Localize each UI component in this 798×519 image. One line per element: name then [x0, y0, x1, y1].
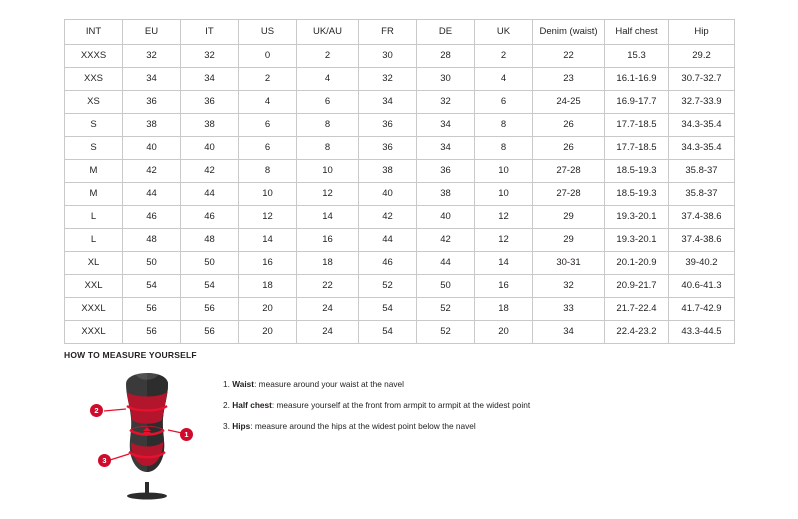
cell-uk-au: 12: [297, 183, 359, 206]
cell-denim-waist: 26: [533, 137, 605, 160]
cell-fr: 34: [359, 91, 417, 114]
cell-int: XXXS: [65, 45, 123, 68]
cell-it: 36: [181, 91, 239, 114]
cell-hip: 43.3-44.5: [669, 321, 735, 344]
cell-uk: 16: [475, 275, 533, 298]
measure-steps-list: [223, 370, 530, 443]
how-to-measure-title: HOW TO MEASURE YOURSELF: [64, 350, 197, 360]
cell-eu: 54: [123, 275, 181, 298]
marker-3: 3: [98, 454, 111, 467]
cell-eu: 40: [123, 137, 181, 160]
column-header-fr: FR: [359, 20, 417, 45]
cell-it: 40: [181, 137, 239, 160]
cell-int: XL: [65, 252, 123, 275]
cell-half-chest: 18.5-19.3: [605, 183, 669, 206]
cell-fr: 30: [359, 45, 417, 68]
table-row: [65, 321, 735, 344]
table-row: [65, 206, 735, 229]
column-header-de: DE: [417, 20, 475, 45]
table-body: [65, 45, 735, 344]
cell-uk: 4: [475, 68, 533, 91]
cell-hip: 34.3-35.4: [669, 114, 735, 137]
cell-de: 40: [417, 206, 475, 229]
table-row: [65, 252, 735, 275]
cell-de: 28: [417, 45, 475, 68]
cell-fr: 46: [359, 252, 417, 275]
step-text: : measure yourself at the front from armpit to armpit at the widest point: [271, 399, 531, 410]
cell-eu: 38: [123, 114, 181, 137]
cell-de: 38: [417, 183, 475, 206]
cell-int: S: [65, 137, 123, 160]
cell-de: 34: [417, 114, 475, 137]
cell-int: XXXL: [65, 298, 123, 321]
cell-us: 20: [239, 298, 297, 321]
cell-fr: 52: [359, 275, 417, 298]
cell-denim-waist: 32: [533, 275, 605, 298]
mannequin-figure: [90, 370, 205, 500]
cell-half-chest: 20.1-20.9: [605, 252, 669, 275]
how-to-measure-body: [64, 370, 744, 500]
cell-uk-au: 8: [297, 114, 359, 137]
cell-eu: 34: [123, 68, 181, 91]
cell-it: 38: [181, 114, 239, 137]
cell-uk-au: 8: [297, 137, 359, 160]
column-header-us: US: [239, 20, 297, 45]
cell-uk: 2: [475, 45, 533, 68]
cell-uk-au: 6: [297, 91, 359, 114]
cell-denim-waist: 30-31: [533, 252, 605, 275]
cell-uk-au: 10: [297, 160, 359, 183]
cell-it: 34: [181, 68, 239, 91]
cell-hip: 29.2: [669, 45, 735, 68]
cell-int: S: [65, 114, 123, 137]
cell-uk: 8: [475, 137, 533, 160]
column-header-hip: Hip: [669, 20, 735, 45]
cell-uk: 12: [475, 229, 533, 252]
cell-fr: 36: [359, 114, 417, 137]
table-row: [65, 91, 735, 114]
cell-de: 32: [417, 91, 475, 114]
cell-it: 54: [181, 275, 239, 298]
column-header-uk: UK: [475, 20, 533, 45]
cell-uk: 6: [475, 91, 533, 114]
cell-uk: 18: [475, 298, 533, 321]
column-header-half-chest: Half chest: [605, 20, 669, 45]
cell-uk: 12: [475, 206, 533, 229]
cell-fr: 38: [359, 160, 417, 183]
cell-denim-waist: 29: [533, 206, 605, 229]
cell-de: 52: [417, 298, 475, 321]
measure-step-hips: [223, 422, 530, 432]
cell-half-chest: 17.7-18.5: [605, 137, 669, 160]
measure-step-half-chest: [223, 401, 530, 411]
cell-it: 50: [181, 252, 239, 275]
cell-uk: 10: [475, 160, 533, 183]
cell-hip: 35.8-37: [669, 183, 735, 206]
cell-half-chest: 15.3: [605, 45, 669, 68]
cell-hip: 35.8-37: [669, 160, 735, 183]
cell-int: XXL: [65, 275, 123, 298]
size-conversion-table-wrapper: [64, 19, 734, 344]
step-number: 3.: [223, 420, 230, 431]
cell-de: 34: [417, 137, 475, 160]
cell-fr: 44: [359, 229, 417, 252]
cell-hip: 40.6-41.3: [669, 275, 735, 298]
cell-de: 44: [417, 252, 475, 275]
step-term: Half chest: [232, 399, 272, 410]
cell-us: 0: [239, 45, 297, 68]
cell-denim-waist: 23: [533, 68, 605, 91]
cell-half-chest: 18.5-19.3: [605, 160, 669, 183]
cell-denim-waist: 27-28: [533, 160, 605, 183]
cell-half-chest: 20.9-21.7: [605, 275, 669, 298]
cell-eu: 48: [123, 229, 181, 252]
cell-fr: 42: [359, 206, 417, 229]
cell-uk: 20: [475, 321, 533, 344]
cell-eu: 56: [123, 298, 181, 321]
cell-denim-waist: 27-28: [533, 183, 605, 206]
cell-half-chest: 21.7-22.4: [605, 298, 669, 321]
cell-int: L: [65, 229, 123, 252]
column-header-it: IT: [181, 20, 239, 45]
cell-it: 44: [181, 183, 239, 206]
table-row: [65, 160, 735, 183]
cell-hip: 41.7-42.9: [669, 298, 735, 321]
marker-2: 2: [90, 404, 103, 417]
cell-it: 48: [181, 229, 239, 252]
cell-int: XS: [65, 91, 123, 114]
cell-half-chest: 19.3-20.1: [605, 206, 669, 229]
how-to-measure-section: [64, 350, 744, 500]
cell-eu: 44: [123, 183, 181, 206]
cell-hip: 32.7-33.9: [669, 91, 735, 114]
cell-uk-au: 2: [297, 45, 359, 68]
cell-uk: 8: [475, 114, 533, 137]
cell-eu: 56: [123, 321, 181, 344]
cell-us: 2: [239, 68, 297, 91]
cell-it: 42: [181, 160, 239, 183]
cell-eu: 50: [123, 252, 181, 275]
cell-half-chest: 22.4-23.2: [605, 321, 669, 344]
step-term: Waist: [232, 379, 255, 389]
cell-uk-au: 14: [297, 206, 359, 229]
marker-1: 1: [180, 428, 193, 441]
cell-de: 36: [417, 160, 475, 183]
cell-hip: 37.4-38.6: [669, 229, 735, 252]
cell-us: 18: [239, 275, 297, 298]
cell-denim-waist: 29: [533, 229, 605, 252]
cell-de: 52: [417, 321, 475, 344]
cell-eu: 36: [123, 91, 181, 114]
cell-denim-waist: 26: [533, 114, 605, 137]
table-row: [65, 298, 735, 321]
table-row: [65, 45, 735, 68]
cell-eu: 46: [123, 206, 181, 229]
table-row: [65, 114, 735, 137]
cell-us: 12: [239, 206, 297, 229]
size-conversion-table: [64, 19, 735, 344]
cell-fr: 32: [359, 68, 417, 91]
cell-eu: 42: [123, 160, 181, 183]
cell-uk: 14: [475, 252, 533, 275]
cell-half-chest: 19.3-20.1: [605, 229, 669, 252]
cell-fr: 36: [359, 137, 417, 160]
cell-denim-waist: 24-25: [533, 91, 605, 114]
column-header-int: INT: [65, 20, 123, 45]
cell-fr: 54: [359, 298, 417, 321]
cell-hip: 34.3-35.4: [669, 137, 735, 160]
cell-de: 50: [417, 275, 475, 298]
cell-us: 14: [239, 229, 297, 252]
cell-it: 32: [181, 45, 239, 68]
cell-half-chest: 16.9-17.7: [605, 91, 669, 114]
cell-us: 4: [239, 91, 297, 114]
cell-int: M: [65, 183, 123, 206]
step-number: 2.: [223, 399, 230, 410]
cell-us: 10: [239, 183, 297, 206]
cell-hip: 30.7-32.7: [669, 68, 735, 91]
cell-it: 56: [181, 298, 239, 321]
step-text: : measure around your waist at the navel: [254, 379, 404, 389]
cell-us: 6: [239, 137, 297, 160]
cell-eu: 32: [123, 45, 181, 68]
table-row: [65, 275, 735, 298]
table-row: [65, 183, 735, 206]
cell-denim-waist: 22: [533, 45, 605, 68]
table-row: [65, 229, 735, 252]
table-header-row: [65, 20, 735, 45]
cell-half-chest: 16.1-16.9: [605, 68, 669, 91]
cell-int: XXXL: [65, 321, 123, 344]
cell-fr: 54: [359, 321, 417, 344]
cell-us: 16: [239, 252, 297, 275]
measure-step-waist: [223, 380, 530, 390]
table-header: [65, 20, 735, 45]
cell-uk-au: 4: [297, 68, 359, 91]
cell-denim-waist: 34: [533, 321, 605, 344]
cell-us: 20: [239, 321, 297, 344]
cell-it: 46: [181, 206, 239, 229]
cell-us: 8: [239, 160, 297, 183]
cell-int: L: [65, 206, 123, 229]
cell-uk-au: 24: [297, 298, 359, 321]
table-row: [65, 68, 735, 91]
cell-uk-au: 18: [297, 252, 359, 275]
step-term: Hips: [232, 420, 251, 431]
column-header-uk-au: UK/AU: [297, 20, 359, 45]
cell-uk-au: 24: [297, 321, 359, 344]
cell-de: 30: [417, 68, 475, 91]
cell-hip: 39-40.2: [669, 252, 735, 275]
cell-fr: 40: [359, 183, 417, 206]
cell-uk-au: 16: [297, 229, 359, 252]
cell-it: 56: [181, 321, 239, 344]
cell-int: XXS: [65, 68, 123, 91]
cell-us: 6: [239, 114, 297, 137]
table-row: [65, 137, 735, 160]
cell-int: M: [65, 160, 123, 183]
column-header-denim-waist: Denim (waist): [533, 20, 605, 45]
column-header-eu: EU: [123, 20, 181, 45]
cell-denim-waist: 33: [533, 298, 605, 321]
step-text: : measure around the hips at the widest point below the navel: [250, 420, 476, 431]
cell-hip: 37.4-38.6: [669, 206, 735, 229]
cell-uk-au: 22: [297, 275, 359, 298]
step-number: 1.: [223, 379, 230, 389]
cell-de: 42: [417, 229, 475, 252]
cell-uk: 10: [475, 183, 533, 206]
cell-half-chest: 17.7-18.5: [605, 114, 669, 137]
